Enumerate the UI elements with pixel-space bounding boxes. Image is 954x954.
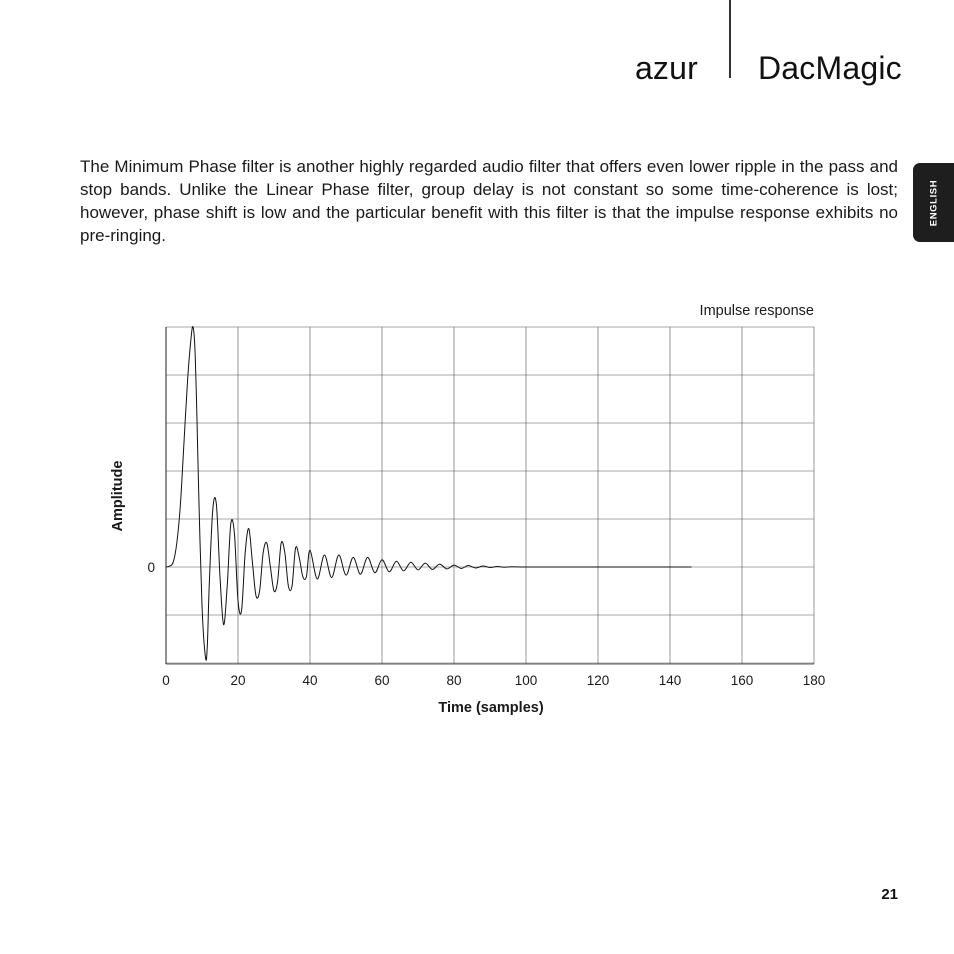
x-tick-labels [162,673,825,688]
y-tick-labels [147,560,155,575]
x-tick-label: 180 [802,673,826,688]
brand-azur: azur [634,50,698,86]
x-tick-label: 80 [446,673,462,688]
x-tick-label: 40 [302,673,318,688]
y-axis-label: Amplitude [110,460,126,532]
x-tick-label: 140 [658,673,682,688]
x-tick-label: 60 [374,673,390,688]
x-tick-label: 100 [514,673,538,688]
page-number: 21 [881,886,898,903]
x-tick-label: 20 [230,673,246,688]
x-axis-label: Time (samples) [438,700,544,716]
language-tab-label: ENGLISH [928,179,939,226]
brand-dacmagic: DacMagic [758,50,902,86]
x-tick-label: 120 [586,673,610,688]
body-paragraph: The Minimum Phase filter is another highly regarded audio filter that offers even lower ripple in the pass and stop bands. Unlike the Linear Phase filter, group delay is not constant so some time-coherence is lost; however, phase shift is low and the particular benefit with this filter is that the impulse response exhibits no pre-ringing. [80,157,898,245]
x-tick-label: 0 [162,673,170,688]
chart-title: Impulse response [699,303,814,319]
chart-grid [166,327,814,664]
y-tick-label: 0 [147,560,155,575]
chart-axes [166,327,814,664]
x-tick-label: 160 [730,673,754,688]
impulse-response-line [166,327,692,661]
